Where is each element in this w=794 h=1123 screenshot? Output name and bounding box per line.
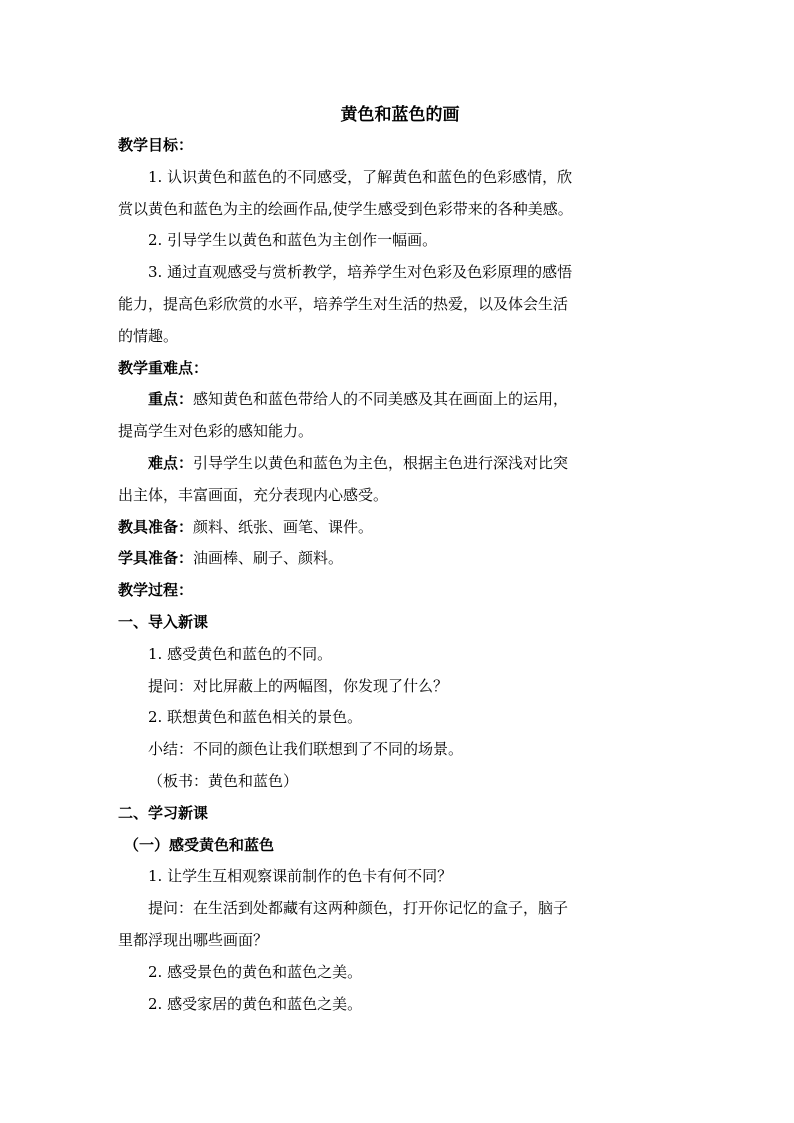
objective-line: 的情趣。 [118,326,179,345]
part1-line: 1. 感受黄色和蓝色的不同。 [148,644,333,663]
key-point-line [118,384,678,416]
part1-line: 2. 联想黄色和蓝色相关的景色。 [148,708,363,727]
part2-line: 提问：在生活到处都藏有这两种颜色，打开你记忆的盒子，脑子 [148,899,569,918]
student-tools-text: 油画棒、刷子、颜料。 [193,549,344,568]
document-title: 黄色和蓝色的画 [340,105,460,125]
part2-line: 2. 感受景色的黄色和蓝色之美。 [148,962,363,981]
difficulty-label: 难点： [148,453,194,472]
part1-line: 提问：对比屏蔽上的两幅图，你发现了什么？ [148,676,449,695]
part1-board: （板书：黄色和蓝色） [148,771,299,790]
part2-line: 2. 感受家居的黄色和蓝色之美。 [148,994,363,1013]
teacher-tools-text: 颜料、纸张、画笔、课件。 [193,517,374,536]
part2-sub-heading: （一）感受黄色和蓝色 [124,835,275,854]
teacher-tools-label: 教具准备： [118,517,194,536]
part1-heading: 一、导入新课 [118,612,209,631]
objective-line: 2. 引导学生以黄色和蓝色为主创作一幅画。 [148,231,438,250]
objective-line: 能力，提高色彩欣赏的水平，培养学生对生活的热爱，以及体会生活 [118,294,569,313]
objective-line: 赏以黄色和蓝色为主的绘画作品,使学生感受到色彩带来的各种美感。 [118,199,573,218]
difficulty-line: 出主体，丰富画面，充分表现内心感受。 [118,485,389,504]
objectives-heading: 教学目标： [118,136,194,154]
part2-heading: 二、学习新课 [118,803,209,822]
objective-line: 1. 认识黄色和蓝色的不同感受，了解黄色和蓝色的色彩感情，欣 [148,167,573,186]
part2-line: 里都浮现出哪些画面？ [118,930,269,949]
part2-line: 1. 让学生互相观察课前制作的色卡有何不同？ [148,867,453,886]
difficulty-line [118,448,678,480]
key-points-heading: 教学重难点： [118,358,209,377]
key-text: 感知黄色和蓝色带给人的不同美感及其在画面上的运用， [193,390,569,409]
difficulty-text: 引导学生以黄色和蓝色为主色，根据主色进行深浅对比突 [193,453,569,472]
key-label: 重点： [148,390,194,409]
document-page [118,100,678,1020]
process-heading: 教学过程： [118,581,194,600]
part1-line: 小结：不同的颜色让我们联想到了不同的场景。 [148,740,464,759]
key-point-line: 提高学生对色彩的感知能力。 [118,422,314,441]
teacher-tools-line [118,512,678,544]
student-tools-label: 学具准备： [118,549,194,568]
objective-line: 3. 通过直观感受与赏析教学，培养学生对色彩及色彩原理的感悟 [148,263,573,282]
student-tools-line [118,543,678,575]
